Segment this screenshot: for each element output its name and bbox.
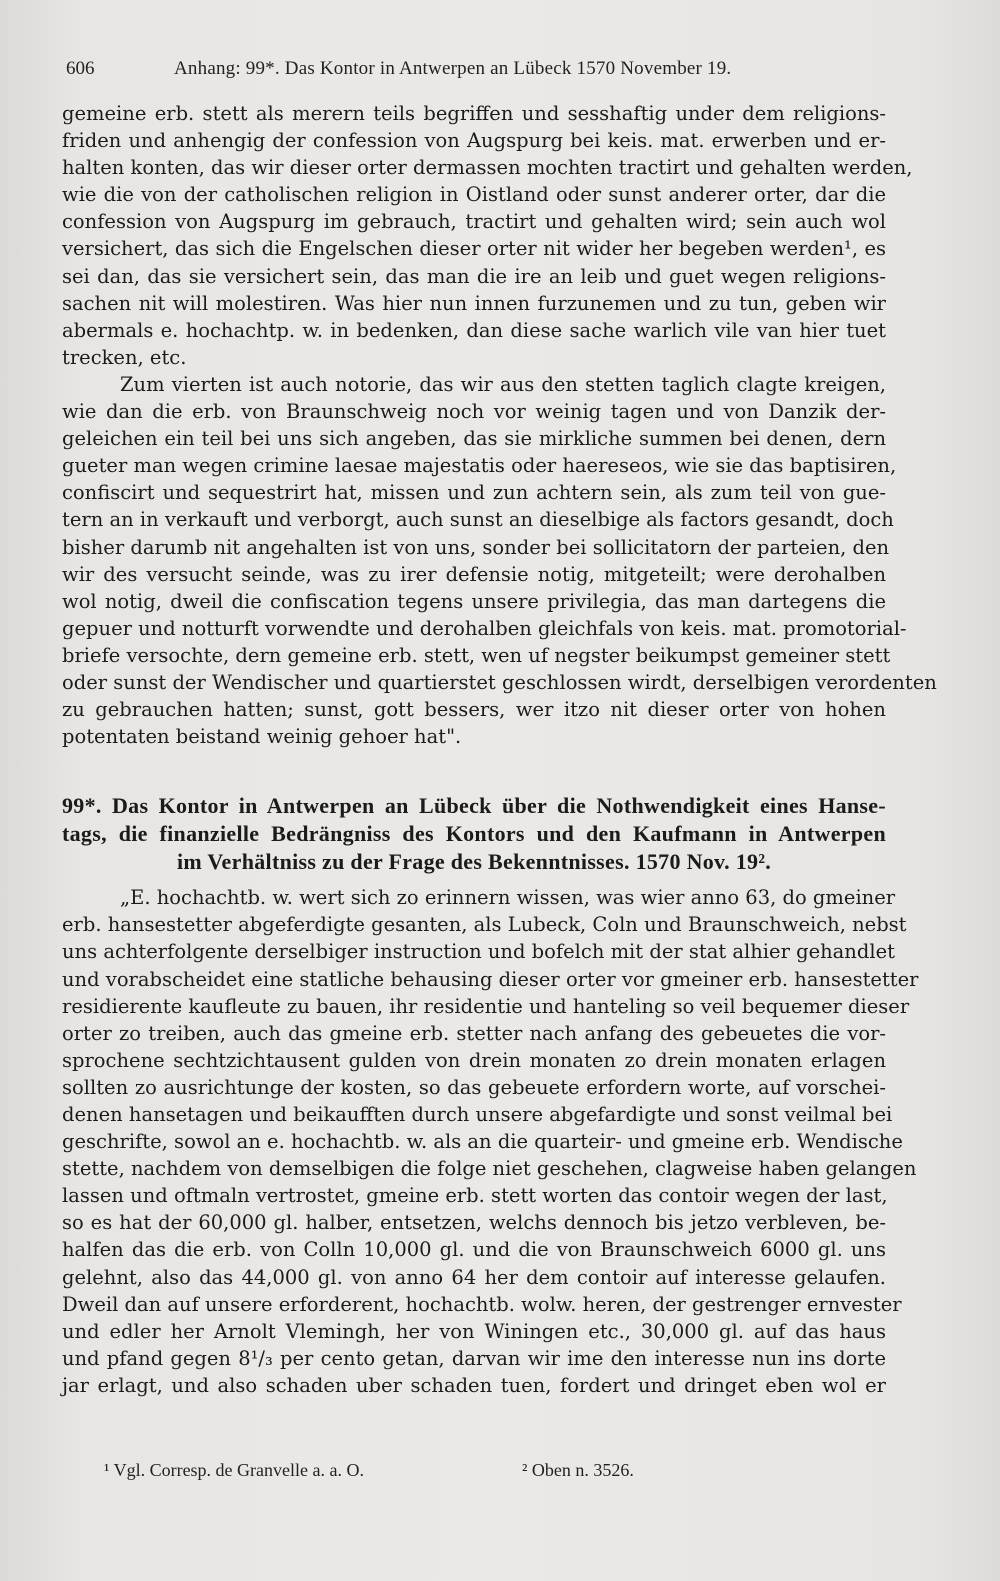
page-number: 606 xyxy=(66,58,95,79)
paragraph-continuation xyxy=(62,100,913,371)
text-line: geschrifte, sowol an e. hochachtb. w. als an die quarteir- und gmeine erb. Wendische xyxy=(62,1130,903,1154)
footnote-2: ² Oben n. 3526. xyxy=(522,1460,634,1480)
page-body xyxy=(62,100,937,1399)
text-line: oder sunst der Wendischer und quartierstet geschlossen wirdt, derselbigen verordenten xyxy=(62,670,937,694)
text-line: Dweil dan auf unsere erforderent, hochachtb. wolw. heren, der gestrenger ernvester xyxy=(62,1292,902,1316)
text-line: wol notig, dweil die confiscation tegens unsere privilegia, das man dartegens die xyxy=(62,589,886,613)
text-line: briefe versochte, dern gemeine erb. stett, wen uf negster beikumpst gemeiner stett xyxy=(62,643,891,667)
text-line: tern an in verkauft und verborgt, auch sunst an dieselbige als factors gesandt, doch xyxy=(62,508,894,532)
text-line: sollten zo ausrichtunge der kosten, so das gebeuete erfordern worte, auf vorschei- xyxy=(62,1075,886,1099)
text-line: gepuer und notturft vorwendte und derohalben gleichfals von keis. mat. promotorial- xyxy=(62,616,907,640)
text-line: friden und anhengig der confession von Augspurg bei keis. mat. erwerben und er- xyxy=(62,129,886,153)
running-title: Anhang: 99*. Das Kontor in Antwerpen an Lübeck 1570 November 19. xyxy=(174,58,732,79)
text-line: sprochene sechtzichtausent gulden von drein monaten zo drein monaten erlagen xyxy=(62,1048,886,1072)
text-line: orter zo treiben, auch das gmeine erb. stetter nach anfang des gebeuetes die vor- xyxy=(62,1021,886,1045)
heading-line: im Verhältniss zu der Frage des Bekenntnisses. 1570 Nov. 19². xyxy=(176,849,772,875)
text-line: residierente kaufleute zu bauen, ihr residentie und hanteling so veil bequemer dieser xyxy=(62,994,910,1018)
text-line: wir des versucht seinde, was zu irer defensie notig, mitgeteilt; were derohalben xyxy=(62,562,886,586)
heading-gap xyxy=(62,876,886,884)
text-line: sachen nit will molestiren. Was hier nun innen furzunemen und zu tun, geben wir xyxy=(62,291,886,315)
text-line: und vorabscheidet eine statliche behausing dieser orter vor gmeiner erb. hansestetter xyxy=(62,967,919,991)
section-gap xyxy=(62,750,886,792)
text-line: wie die von der catholischen religion in Oistland oder sunst anderer orter, dar die xyxy=(62,183,886,207)
text-line: geleichen ein teil bei uns sich angeben, das sie mirkliche summen bei denen, dern xyxy=(62,427,886,451)
text-line: Zum vierten ist auch notorie, das wir aus den stetten taglich clagte kreigen, xyxy=(120,372,886,396)
text-line: confession von Augspurg im gebrauch, tractirt und gehalten wird; sein auch wol xyxy=(62,210,886,234)
text-line: lassen und oftmaln vertrostet, gmeine erb. stett worten das contoir wegen der last, xyxy=(62,1184,888,1208)
text-line: confiscirt und sequestrirt hat, missen und zun achtern sein, als zum teil von gue- xyxy=(62,481,886,505)
text-line: halten konten, das wir dieser orter dermassen mochten tractirt und gehalten werden, xyxy=(62,156,913,180)
text-line: potentaten beistand weinig gehoer hat". xyxy=(62,725,462,749)
heading-line: tags, die finanzielle Bedrängniss des Kontors und den Kaufmann in Antwerpen xyxy=(62,821,886,847)
paragraph-letter xyxy=(62,884,919,1399)
footnote-1: ¹ Vgl. Corresp. de Granvelle a. a. O. xyxy=(104,1460,364,1480)
text-line: halfen das die erb. von Colln 10,000 gl. und die von Braunschweich 6000 gl. uns xyxy=(62,1238,886,1262)
text-line: gueter man wegen crimine laesae majestatis oder haereseos, wie sie das baptisiren, xyxy=(62,454,897,478)
text-line: wie dan die erb. von Braunschweig noch vor weinig tagen und von Danzik der- xyxy=(62,400,886,424)
footnotes xyxy=(104,1460,804,1481)
text-line: gemeine erb. stett als merern teils begriffen und sesshaftig under dem religions- xyxy=(62,102,886,125)
text-line: trecken, etc. xyxy=(62,345,187,369)
text-line: so es hat der 60,000 gl. halber, entsetzen, welchs dennoch bis jetzo verbleven, be- xyxy=(62,1211,886,1235)
text-line: uns achterfolgente derselbiger instruction und bofelch mit der stat alhier gehandlet xyxy=(62,940,895,964)
text-line: jar erlagt, und also schaden uber schaden tuen, fordert und dringet eben wol er xyxy=(62,1373,886,1397)
text-line: und edler her Arnolt Vlemingh, her von Winingen etc., 30,000 gl. auf das haus xyxy=(62,1319,886,1343)
text-line: abermals e. hochachtp. w. in bedenken, dan diese sache warlich vile van hier tuet xyxy=(62,318,886,342)
text-line: stette, nachdem von demselbigen die folge niet geschehen, clagweise haben gelangen xyxy=(62,1157,917,1181)
text-line: „E. hochachtb. w. wert sich zo erinnern wissen, was wier anno 63, do gmeiner xyxy=(120,886,896,910)
text-line: denen hansetagen und beikaufften durch unsere abgefardigte und sonst veilmal bei xyxy=(62,1103,893,1126)
heading-line: 99*. Das Kontor in Antwerpen an Lübeck über die Nothwendigkeit eines Hanse- xyxy=(62,793,886,819)
text-line: gelehnt, also das 44,000 gl. von anno 64 her dem contoir auf interesse gelaufen. xyxy=(62,1265,886,1289)
text-line: erb. hansestetter abgeferdigte gesanten, als Lubeck, Coln und Braunschweich, nebst xyxy=(62,913,907,937)
text-line: bisher darumb nit angehalten ist von uns, sonder bei sollicitatorn der parteien, den xyxy=(62,535,890,559)
text-line: sei dan, das sie versichert sein, das man die ire an leib und guet wegen religions- xyxy=(62,264,886,288)
text-line: versichert, das sich die Engelschen dieser orter nit wider her begeben werden¹, es xyxy=(62,237,886,261)
text-line: zu gebrauchen hatten; sunst, gott bessers, wer itzo nit dieser orter von hohen xyxy=(62,698,886,722)
running-header xyxy=(66,58,886,80)
section-heading xyxy=(62,792,886,876)
paragraph-zum-vierten xyxy=(62,371,937,750)
text-line: und pfand gegen 8¹/₃ per cento getan, darvan wir ime den interesse nun ins dorte xyxy=(62,1346,886,1370)
